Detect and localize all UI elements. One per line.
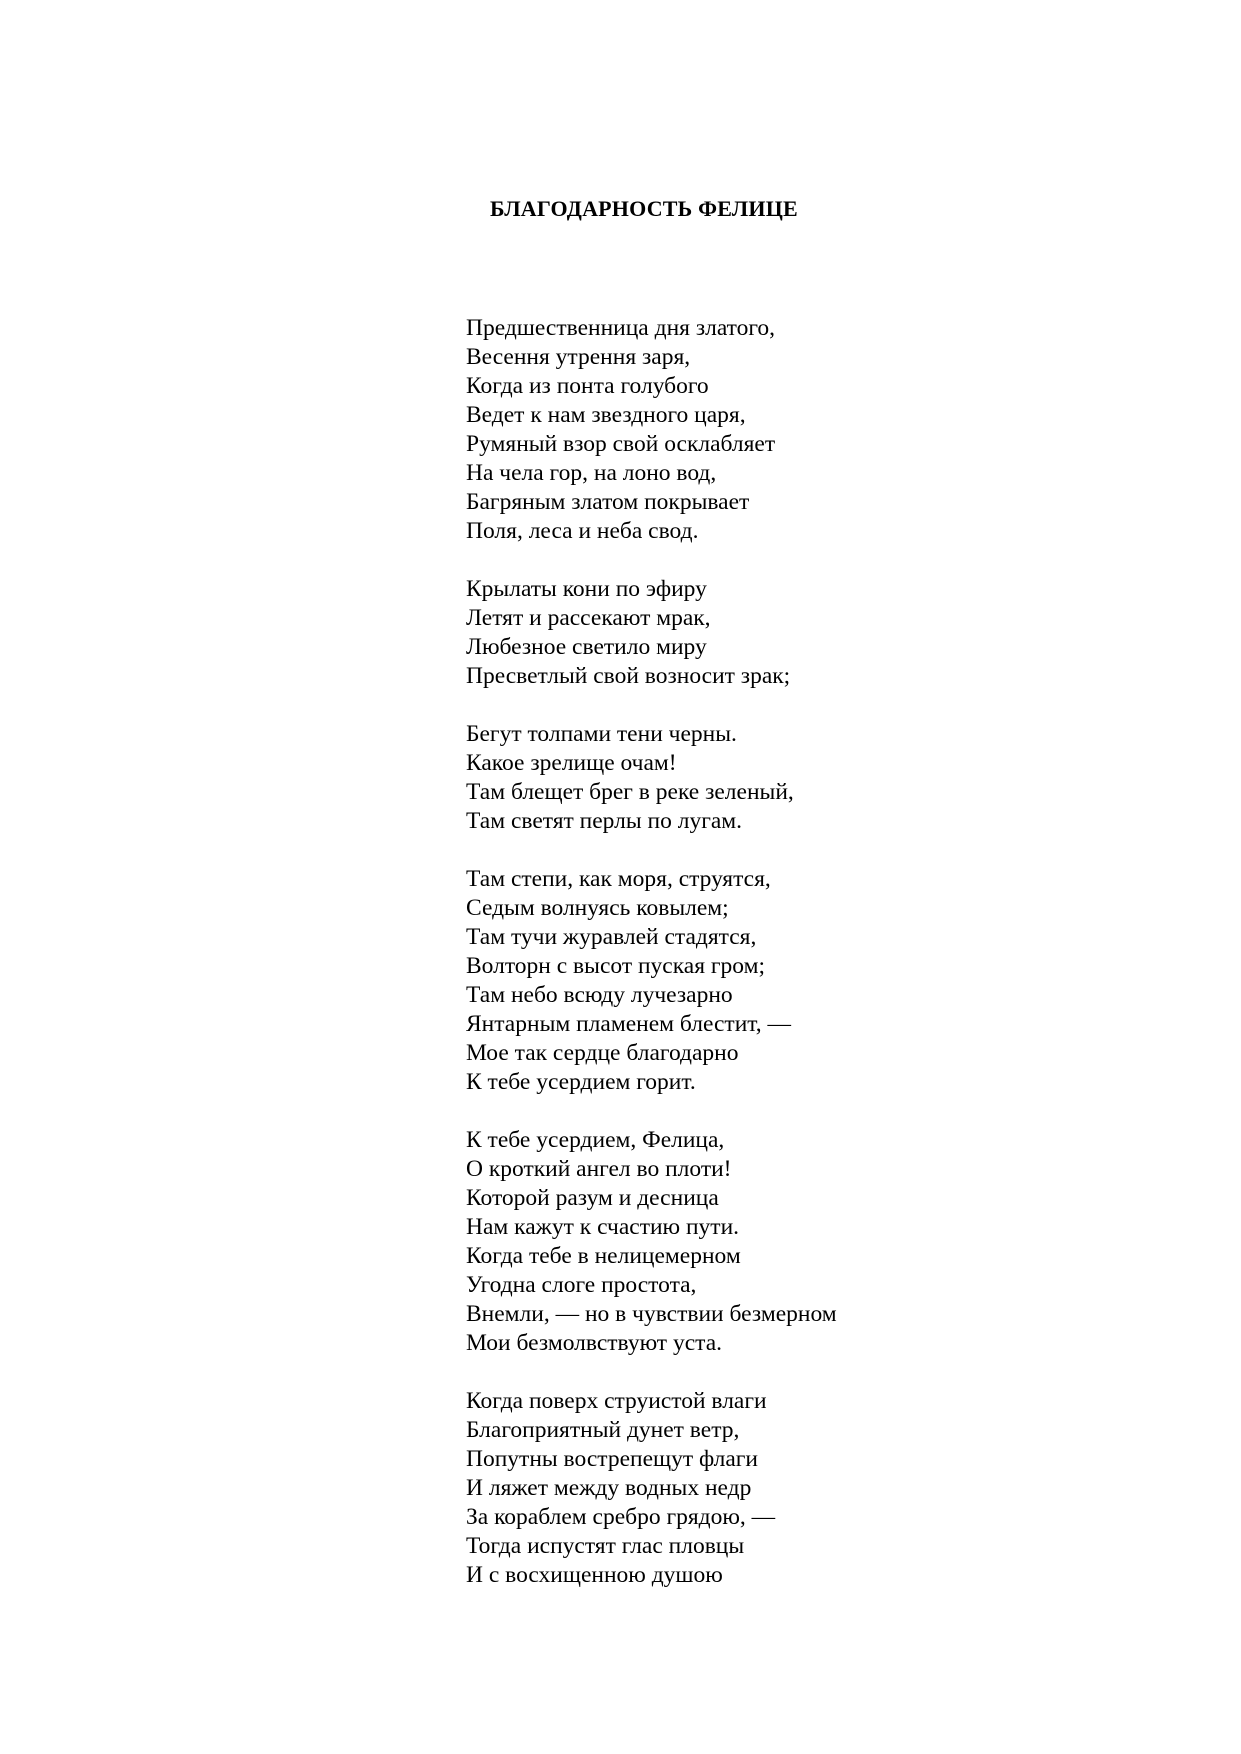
poem-line: Любезное светило миру <box>466 634 707 660</box>
poem-line: Тогда испустят глас пловцы <box>466 1533 745 1559</box>
poem-line: Которой разум и десница <box>466 1185 719 1211</box>
poem-line: Там небо всюду лучезарно <box>466 982 733 1008</box>
poem-line: Когда из понта голубого <box>466 373 709 399</box>
poem-line: Когда поверх струистой влаги <box>466 1388 767 1414</box>
poem-line: И с восхищенною душою <box>466 1562 723 1588</box>
poem-line: Там степи, как моря, струятся, <box>466 866 771 892</box>
stanza <box>466 1387 1166 1590</box>
poem-line: Весення утрення заря, <box>466 344 691 370</box>
poem-line: О кроткий ангел во плоти! <box>466 1156 732 1182</box>
stanza <box>466 865 1166 1097</box>
stanza <box>466 314 1166 546</box>
poem-line: К тебе усердием горит. <box>466 1069 696 1095</box>
poem-line: Какое зрелище очам! <box>466 750 677 776</box>
stanza <box>466 1126 1166 1358</box>
poem-line: Попутны вострепещут флаги <box>466 1446 759 1472</box>
poem-body <box>466 314 1166 1619</box>
stanza <box>466 720 1166 836</box>
poem-line: И ляжет между водных недр <box>466 1475 752 1501</box>
stanza <box>466 575 1166 691</box>
poem-line: Мои безмолвствуют уста. <box>466 1330 722 1356</box>
poem-line: Крылаты кони по эфиру <box>466 576 707 602</box>
poem-line: Янтарным пламенем блестит, — <box>466 1011 792 1037</box>
poem-line: Благоприятный дунет ветр, <box>466 1417 740 1443</box>
poem-title: БЛАГОДАРНОСТЬ ФЕЛИЦЕ <box>490 196 798 221</box>
poem-line: Когда тебе в нелицемерном <box>466 1243 741 1269</box>
poem-line: Нам кажут к счастию пути. <box>466 1214 740 1240</box>
poem-line: Там светят перлы по лугам. <box>466 808 743 834</box>
poem-line: Внемли, — но в чувствии безмерном <box>466 1301 837 1327</box>
poem-line: Багряным златом покрывает <box>466 489 750 515</box>
poem-line: Волторн с высот пуская гром; <box>466 953 765 979</box>
poem-line: К тебе усердием, Фелица, <box>466 1127 725 1153</box>
poem-line: Летят и рассекают мрак, <box>466 605 711 631</box>
poem-line: Предшественница дня златого, <box>466 315 776 341</box>
poem-line: Угодна слоге простота, <box>466 1272 697 1298</box>
poem-line: Седым волнуясь ковылем; <box>466 895 729 921</box>
poem-line: Бегут толпами тени черны. <box>466 721 737 747</box>
poem-line: Румяный взор свой осклабляет <box>466 431 776 457</box>
poem-line: Ведет к нам звездного царя, <box>466 402 746 428</box>
poem-line: Там тучи журавлей стадятся, <box>466 924 757 950</box>
poem-line: За кораблем сребро грядою, — <box>466 1504 776 1530</box>
poem-line: Там блещет брег в реке зеленый, <box>466 779 794 805</box>
poem-line: Мое так сердце благодарно <box>466 1040 739 1066</box>
poem-line: Пресветлый свой возносит зрак; <box>466 663 791 689</box>
poem-line: На чела гор, на лоно вод, <box>466 460 717 486</box>
poem-line: Поля, леса и неба свод. <box>466 518 699 544</box>
